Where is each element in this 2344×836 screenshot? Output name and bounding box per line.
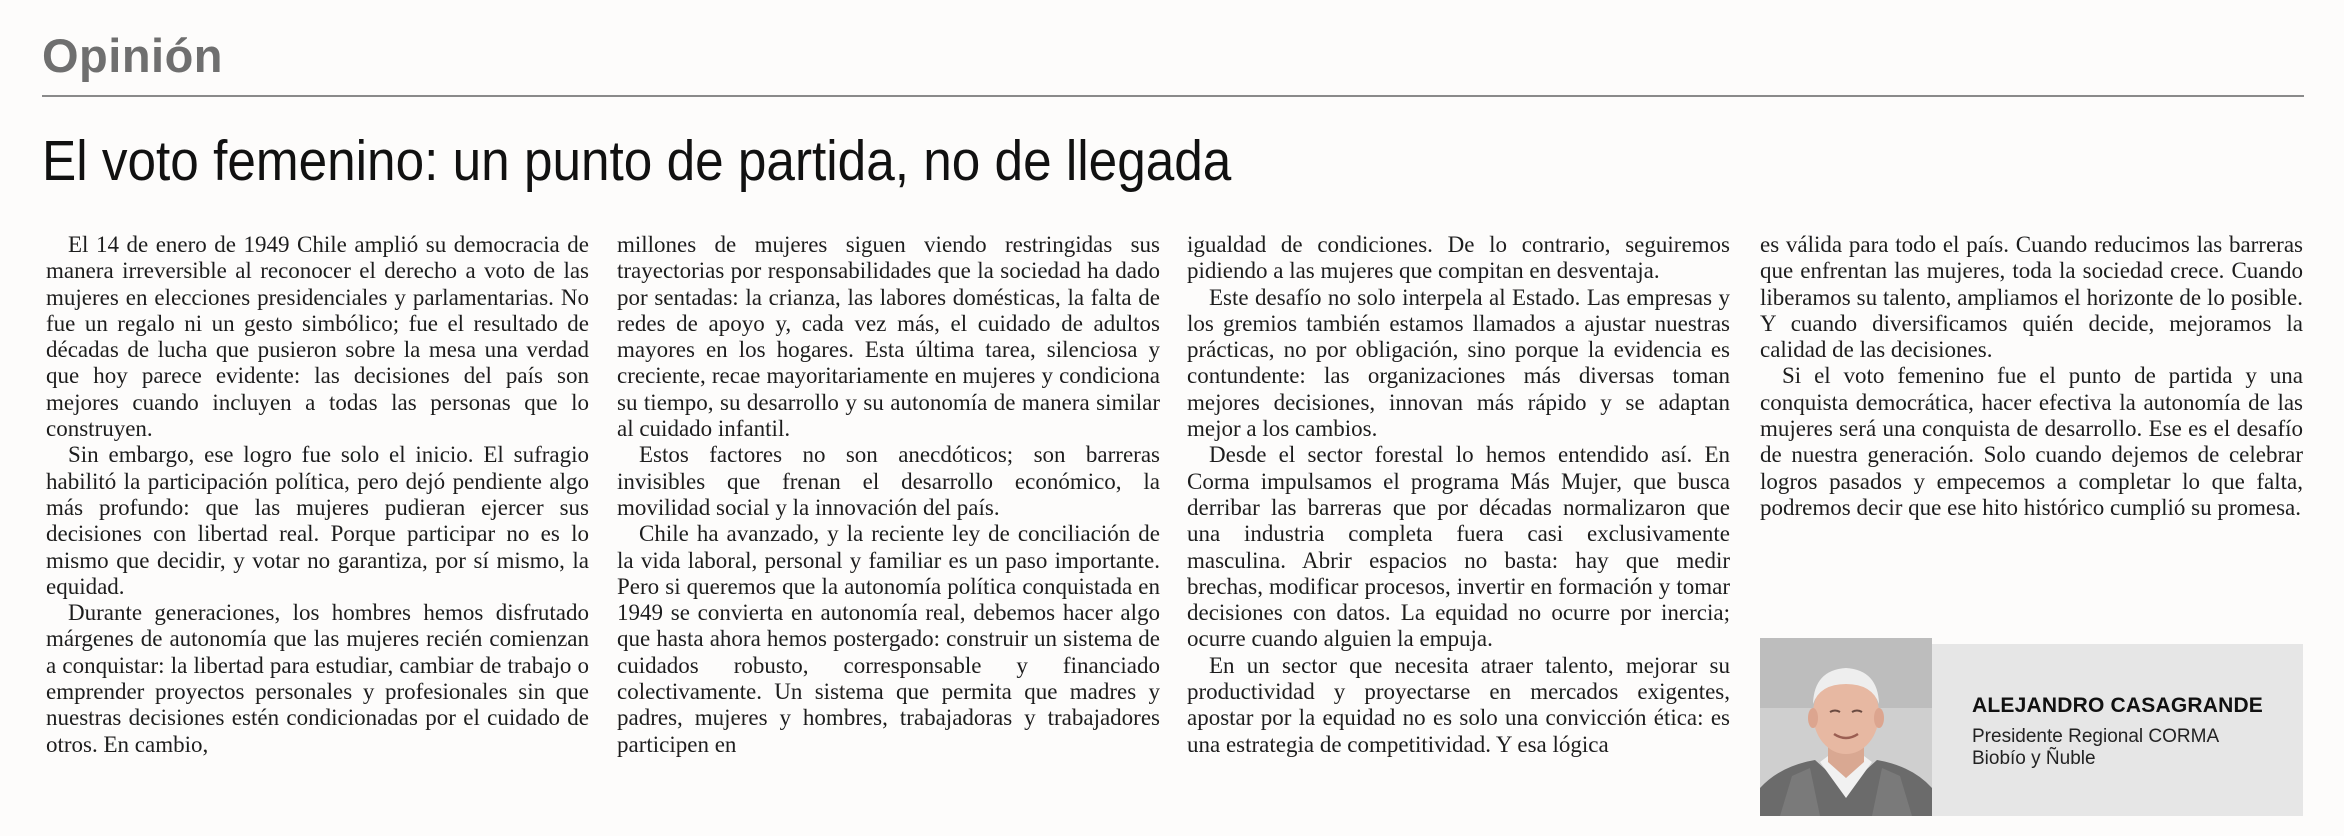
article-column-1: [46, 232, 589, 758]
author-region-line: Biobío y Ñuble: [1972, 748, 2096, 769]
paragraph: Si el voto femenino fue el punto de partida y una conquista democrática, hacer efectiva la autonomía de las mujeres será una conquista de desarrollo. Ese es el desafío de nuestra generación. Solo cuando dejemos de celebrar logros pasados y empecemos a completar lo que falta, podremos decir que ese hito histórico cumplió su promesa.: [1760, 363, 2303, 520]
paragraph: Desde el sector forestal lo hemos entendido así. En Corma impulsamos el programa Más Mujer, que busca derribar las barreras que por décadas normalizaron que una industria completa fuera casi exclusivamente masculina. Abrir espacios no basta: hay que medir brechas, modificar procesos, invertir en formación y tomar decisiones con datos. La equidad no ocurre por inercia; ocurre cuando alguien la empuja.: [1187, 442, 1730, 652]
paragraph: Sin embargo, ese logro fue solo el inicio. El sufragio habilitó la participación política, pero dejó pendiente algo más profundo: que las mujeres pudieran ejercer sus decisiones con libertad real. Porque participar no es lo mismo que decidir, y votar no garantiza, por sí mismo, la equidad.: [46, 442, 589, 599]
author-name: ALEJANDRO CASAGRANDE: [1972, 694, 2264, 717]
article-column-3: [1187, 232, 1730, 758]
author-portrait-icon: [1760, 638, 1932, 816]
article-column-4: [1760, 232, 2303, 521]
author-photo: [1760, 638, 1932, 816]
section-label: Opinión: [42, 29, 224, 82]
section-divider: [42, 95, 2304, 97]
paragraph: igualdad de condiciones. De lo contrario, seguiremos pidiendo a las mujeres que compitan en desventaja.: [1187, 232, 1730, 284]
paragraph: En un sector que necesita atraer talento, mejorar su productividad y proyectarse en mercados exigentes, apostar por la equidad no es solo una convicción ética: es una estrategia de competitividad. Y esa lógica: [1187, 652, 1730, 757]
author-box: [1760, 644, 2303, 816]
paragraph: Durante generaciones, los hombres hemos disfrutado márgenes de autonomía que las mujeres recién comienzan a conquistar: la libertad para estudiar, cambiar de trabajo o emprender proyectos personales y profesionales sin que nuestras decisiones estén condicionadas por el cuidado de otros. En cambio,: [46, 600, 589, 757]
paragraph: El 14 de enero de 1949 Chile amplió su democracia de manera irreversible al reconocer el derecho a voto de las mujeres en elecciones presidenciales y parlamentarias. No fue un regalo ni un gesto simbólico; fue el resultado de décadas de lucha que pusieron sobre la mesa una verdad que hoy parece evidente: las decisiones del país son mejores cuando incluyen a todas las personas que lo construyen.: [46, 232, 589, 442]
author-role: [1972, 726, 2219, 770]
article-headline: El voto femenino: un punto de partida, no de llegada: [42, 129, 1232, 193]
paragraph: millones de mujeres siguen viendo restringidas sus trayectorias por responsabilidades que la sociedad ha dado por sentadas: la crianza, las labores domésticas, la falta de redes de apoyo y, cada vez más, el cuidado de adultos mayores en los hogares. Esta última tarea, silenciosa y creciente, recae mayoritariamente en mujeres y condiciona su tiempo, su desarrollo y su autonomía de manera similar al cuidado infantil.: [617, 232, 1160, 442]
paragraph: Este desafío no solo interpela al Estado. Las empresas y los gremios también estamos llamados a ajustar nuestras prácticas, no por obligación, sino porque la evidencia es contundente: las organizaciones más diversas toman mejores decisiones, innovan más rápido y se adaptan mejor a los cambios.: [1187, 284, 1730, 442]
author-role-line: Presidente Regional CORMA: [1972, 726, 2220, 747]
paragraph: Chile ha avanzado, y la reciente ley de conciliación de la vida laboral, personal y familiar es un paso importante. Pero si queremos que la autonomía política conquistada en 1949 se convierta en autonomía real, debemos hacer algo que hasta ahora hemos postergado: construir un sistema de cuidados robusto, corresponsable y financiado colectivamente. Un sistema que permita que madres y padres, mujeres y hombres, trabajadoras y trabajadores participen en: [617, 521, 1160, 757]
article-column-2: [617, 232, 1160, 758]
paragraph: es válida para todo el país. Cuando reducimos las barreras que enfrentan las mujeres, toda la sociedad crece. Cuando liberamos su talento, ampliamos el horizonte de lo posible. Y cuando diversificamos quién decide, mejoramos la calidad de las decisiones.: [1760, 232, 2303, 363]
paragraph: Estos factores no son anecdóticos; son barreras invisibles que frenan el desarrollo económico, la movilidad social y la innovación del país.: [617, 442, 1160, 520]
